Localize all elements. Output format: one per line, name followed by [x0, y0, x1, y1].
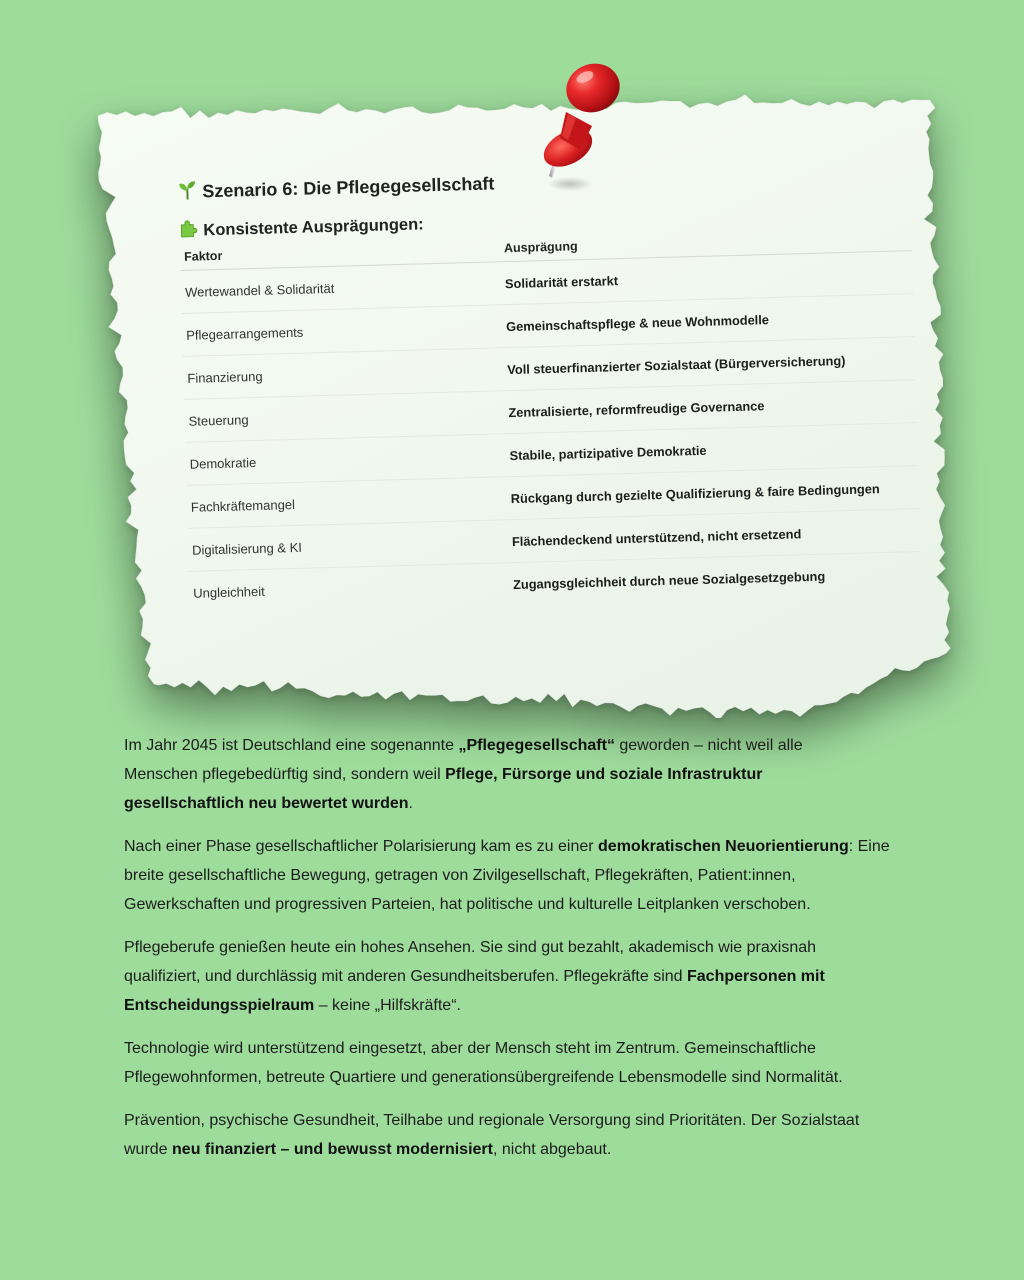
article-body [124, 731, 904, 1178]
text-run: Im Jahr 2045 ist Deutschland eine sogenannte [124, 737, 459, 754]
factor-cell: Finanzierung [183, 348, 504, 400]
puzzle-piece-icon [179, 219, 198, 242]
factor-cell: Fachkräftemangel [186, 477, 507, 529]
text-run: Pflegewohnformen, betreute Quartiere und generationsübergreifende Lebensmodelle sind Normalität. [124, 1069, 843, 1086]
header-auspraegung: Ausprägung [500, 230, 912, 262]
text-run: wurde [124, 1141, 173, 1158]
article-paragraph [124, 832, 904, 919]
factor-cell: Wertewandel & Solidarität [181, 262, 502, 314]
article-paragraph [124, 1106, 904, 1164]
emphasized-text: Fachpersonen mit [687, 968, 825, 985]
value-cell: Zugangsgleichheit durch neue Sozialgesetzgebung [512, 568, 826, 592]
factor-cell: Demokratie [185, 434, 506, 486]
text-run: geworden – nicht weil alle [614, 737, 803, 754]
text-run: Technologie wird unterstützend eingesetzt, aber der Mensch steht im Zentrum. Gemeinschaftliche [124, 1040, 816, 1057]
header-faktor: Faktor [180, 241, 500, 270]
emphasized-text: „Pflegegesellschaft“ [458, 737, 615, 754]
factor-cell: Ungleichheit [193, 583, 265, 601]
note-content [178, 158, 930, 614]
value-cell: Gemeinschaftspflege & neue Wohnmodelle [502, 294, 915, 348]
text-run: Menschen pflegebedürftig sind, sondern weil [124, 766, 446, 783]
text-run: Nach einer Phase gesellschaftlicher Polarisierung kam es zu einer [124, 838, 599, 855]
seedling-icon [178, 179, 197, 204]
text-run: – keine „Hilfskräfte“. [314, 997, 461, 1014]
value-cell: Stabile, partizipative Demokratie [505, 423, 918, 477]
article-paragraph [124, 933, 904, 1020]
text-run: Gewerkschaften und progressiven Parteien, hat politische und kulturelle Leitplanken verschoben. [124, 896, 811, 913]
text-run: Pflegeberufe genießen heute ein hohes Ansehen. Sie sind gut bezahlt, akademisch wie praxisnah [124, 939, 817, 956]
scenario-title-text: Szenario 6: Die Pflegegesellschaft [202, 172, 495, 201]
emphasized-text: demokratischen Neuorientierung [598, 838, 849, 855]
factor-cell: Digitalisierung & KI [187, 520, 508, 572]
text-run: . [408, 795, 413, 812]
value-cell: Solidarität erstarkt [500, 251, 913, 305]
consistent-characteristics-text: Konsistente Ausprägungen: [203, 214, 424, 239]
factor-cell: Steuerung [184, 391, 505, 443]
emphasized-text: Entscheidungsspielraum [124, 997, 315, 1014]
emphasized-text: gesellschaftlich neu bewertet wurden [124, 795, 409, 812]
pinned-note [80, 86, 960, 718]
text-run: qualifiziert, und durchlässig mit anderen Gesundheitsberufen. Pflegekräfte sind [124, 968, 687, 985]
characteristics-table [180, 230, 922, 614]
emphasized-text: neu finanziert – und bewusst modernisiert [172, 1141, 493, 1158]
text-run: breite gesellschaftliche Bewegung, getragen von Zivilgesellschaft, Pflegekräften, Patient:innen, [124, 867, 796, 884]
value-cell: Rückgang durch gezielte Qualifizierung & faire Bedingungen [506, 466, 919, 520]
value-cell: Voll steuerfinanzierter Sozialstaat (Bürgerversicherung) [503, 337, 916, 391]
article-paragraph [124, 731, 904, 818]
factor-cell: Pflegearrangements [182, 305, 503, 357]
value-cell: Flächendeckend unterstützend, nicht ersetzend [507, 509, 920, 563]
text-run: Prävention, psychische Gesundheit, Teilhabe und regionale Versorgung sind Prioritäten. Der Sozialstaat [124, 1112, 860, 1129]
text-run: , nicht abgebaut. [492, 1141, 612, 1158]
value-cell: Zentralisierte, reformfreudige Governance [504, 380, 917, 434]
text-run: : Eine [848, 838, 890, 855]
article-paragraph [124, 1034, 904, 1092]
red-pushpin-icon [530, 52, 650, 192]
emphasized-text: Pflege, Fürsorge und soziale Infrastruktur [445, 766, 763, 783]
